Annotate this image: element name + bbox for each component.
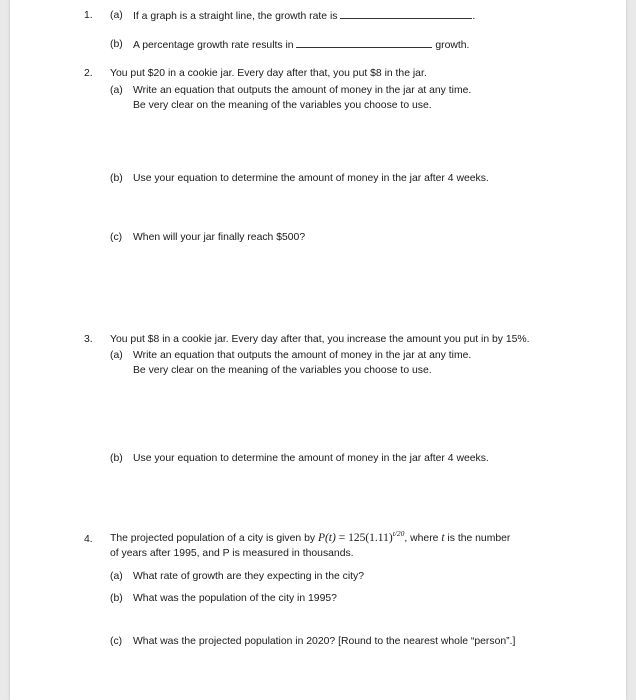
q4-number: 4. [84, 534, 93, 545]
q3-number: 3. [84, 334, 93, 345]
q4-formula-lhs: P(t) [317, 532, 336, 544]
q2a-text-line2: Be very clear on the meaning of the variables you choose to use. [133, 100, 432, 111]
q2a-label: (a) [110, 85, 123, 96]
q2b-text: Use your equation to determine the amount of money in the jar after 4 weeks. [133, 173, 489, 184]
q2a-text: Write an equation that outputs the amount of money in the jar at any time. [133, 85, 472, 96]
q4-formula-exponent: t/20 [392, 529, 405, 539]
q2c-label: (c) [110, 232, 123, 243]
q4-stem-start: The projected population of a city is given by [110, 533, 316, 544]
q1a-label: (a) [110, 10, 123, 21]
q3a-text-line2: Be very clear on the meaning of the variables you choose to use. [133, 365, 432, 376]
q4b-text: What was the population of the city in 1995? [133, 593, 337, 604]
q4-stem-line1 [110, 529, 511, 545]
q4-stem-mid: , where [404, 533, 439, 544]
q1a-end: . [472, 11, 476, 22]
q1b-label: (b) [110, 39, 123, 50]
q2b-label: (b) [110, 173, 123, 184]
q2c-text: When will your jar finally reach $500? [133, 232, 306, 243]
q4b-label: (b) [110, 593, 123, 604]
worksheet-page [10, 0, 626, 700]
q4-formula-rhs: = 125(1.11) [335, 532, 393, 544]
q1a-text: If a graph is a straight line, the growth rate is [133, 11, 338, 22]
q4c-text: What was the projected population in 2020? [Round to the nearest whole “person”.] [133, 636, 516, 647]
q4-formula [317, 529, 405, 544]
q3a-text: Write an equation that outputs the amount of money in the jar at any time. [133, 350, 472, 361]
q1b-text: A percentage growth rate results in [133, 40, 294, 51]
q4a-text: What rate of growth are they expecting in the city? [133, 571, 365, 582]
q3a-label: (a) [110, 350, 123, 361]
q4-stem-end: is the number [447, 533, 511, 544]
q1a-answer-blank [340, 9, 472, 19]
q2-number: 2. [84, 68, 93, 79]
q4-variable-t: t [441, 532, 445, 544]
q3b-label: (b) [110, 453, 123, 464]
q1-number: 1. [84, 10, 93, 21]
q1b-end: growth. [435, 40, 470, 51]
q3b-text: Use your equation to determine the amount of money in the jar after 4 weeks. [133, 453, 489, 464]
q1a-line [133, 9, 475, 23]
q1b-line [133, 38, 469, 52]
q4-stem-line2: of years after 1995, and P is measured in thousands. [110, 548, 354, 559]
q3-stem: You put $8 in a cookie jar. Every day after that, you increase the amount you put in by 15%. [110, 334, 530, 345]
q4c-label: (c) [110, 636, 123, 647]
q2-stem: You put $20 in a cookie jar. Every day after that, you put $8 in the jar. [110, 68, 427, 79]
q1b-answer-blank [296, 38, 432, 48]
q4a-label: (a) [110, 571, 123, 582]
